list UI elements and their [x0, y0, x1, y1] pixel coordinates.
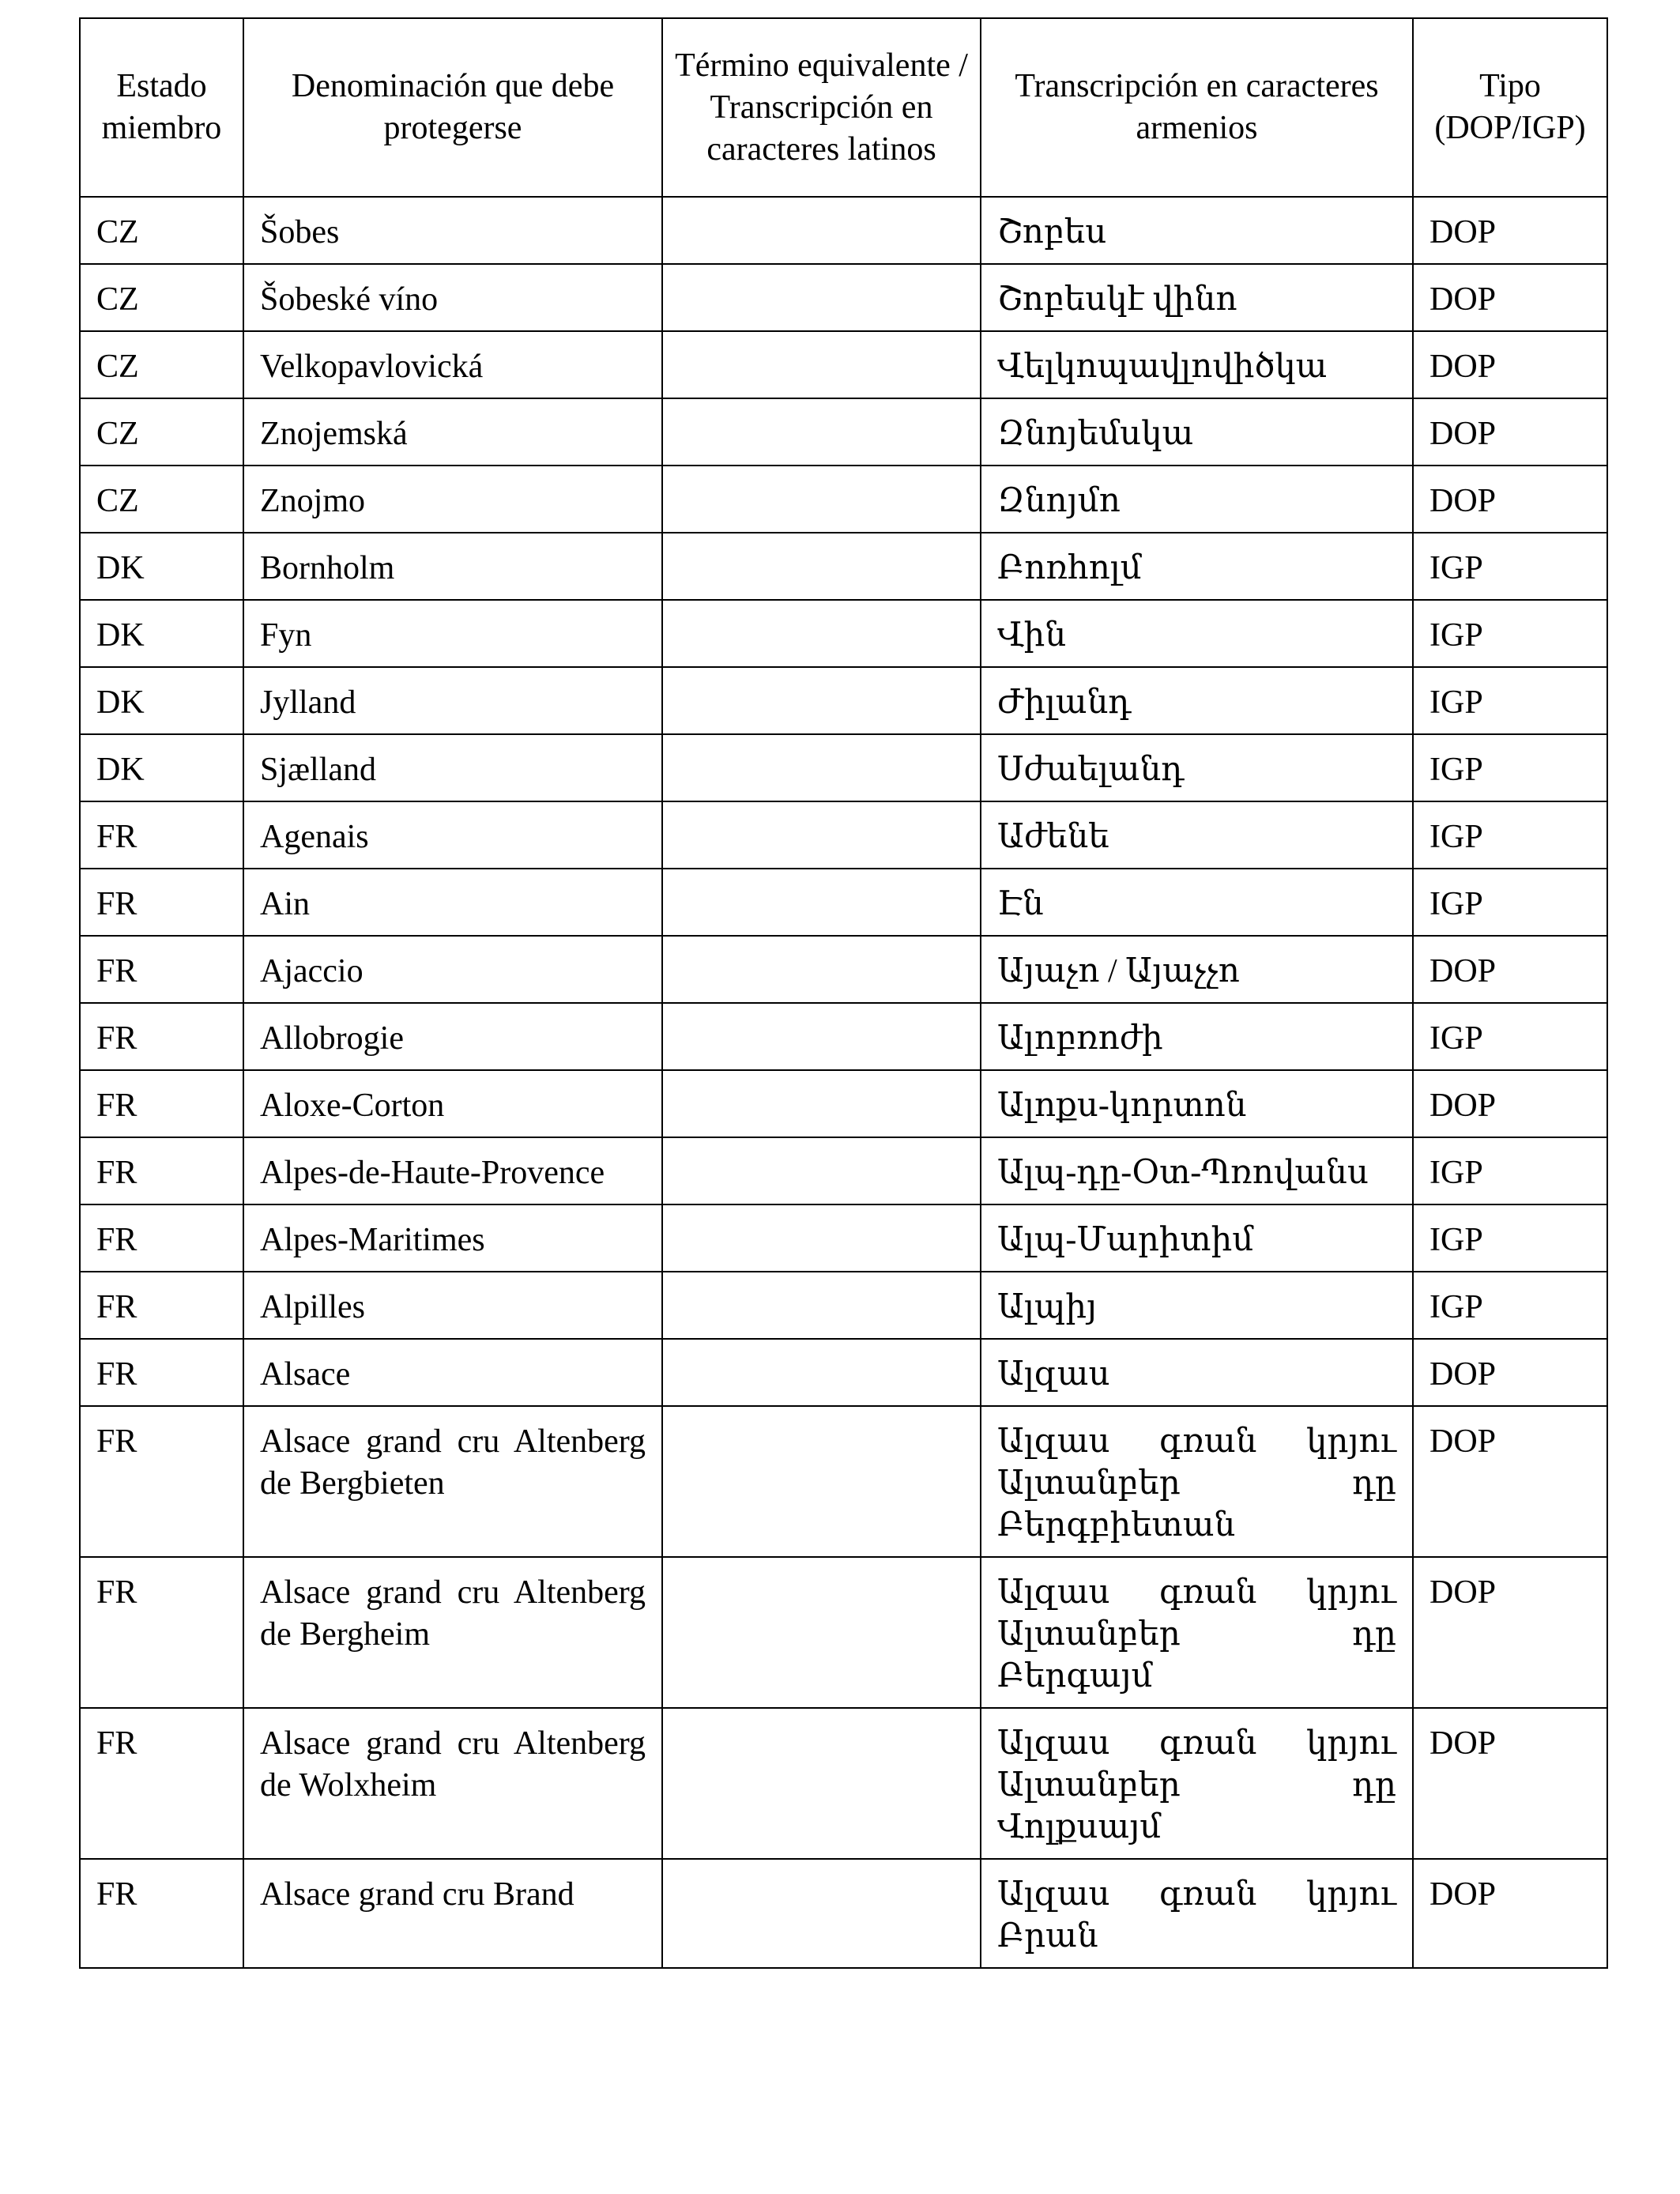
cell-armenian-transcription: Ալզաս գռան կրյու Ալտանբեր դը Վոլքսայմ	[981, 1708, 1413, 1859]
table-row	[80, 667, 1607, 734]
table-row	[80, 331, 1607, 398]
cell-member-state: FR	[80, 1339, 243, 1406]
cell-member-state: CZ	[80, 264, 243, 331]
cell-protected-name: Fyn	[243, 600, 662, 667]
cell-armenian-transcription: Շոբեսկէ վինո	[981, 264, 1413, 331]
cell-armenian-transcription: Շոբես	[981, 197, 1413, 264]
cell-member-state: CZ	[80, 466, 243, 533]
cell-equivalent-term	[662, 600, 981, 667]
cell-protected-name: Znojmo	[243, 466, 662, 533]
cell-type: DOP	[1413, 197, 1607, 264]
cell-armenian-transcription: Ալոքս-կորտոն	[981, 1070, 1413, 1137]
cell-type: IGP	[1413, 667, 1607, 734]
cell-equivalent-term	[662, 533, 981, 600]
cell-equivalent-term	[662, 1557, 981, 1708]
cell-type: DOP	[1413, 466, 1607, 533]
cell-protected-name: Alpilles	[243, 1272, 662, 1339]
header-equivalent-term: Término equivalente / Transcripción en caracteres latinos	[662, 18, 981, 197]
cell-protected-name: Ain	[243, 869, 662, 936]
cell-armenian-transcription: Աժենե	[981, 801, 1413, 869]
cell-protected-name: Alsace grand cru Brand	[243, 1859, 662, 1968]
cell-member-state: CZ	[80, 398, 243, 466]
table-row	[80, 869, 1607, 936]
cell-equivalent-term	[662, 466, 981, 533]
table-row	[80, 1003, 1607, 1070]
header-type: Tipo (DOP/IGP)	[1413, 18, 1607, 197]
cell-type: IGP	[1413, 1272, 1607, 1339]
cell-type: DOP	[1413, 1557, 1607, 1708]
cell-type: DOP	[1413, 1708, 1607, 1859]
table-row	[80, 466, 1607, 533]
table-row	[80, 1137, 1607, 1204]
header-row	[80, 18, 1607, 197]
cell-protected-name: Šobes	[243, 197, 662, 264]
header-member-state: Estado miembro	[80, 18, 243, 197]
cell-protected-name: Alsace grand cru Altenberg de Bergheim	[243, 1557, 662, 1708]
table-row	[80, 936, 1607, 1003]
cell-protected-name: Alsace grand cru Altenberg de Bergbieten	[243, 1406, 662, 1557]
table-row	[80, 1859, 1607, 1968]
cell-type: DOP	[1413, 1859, 1607, 1968]
cell-armenian-transcription: Ալզաս գռան կրյու Ալտանբեր դը Բերգբիետան	[981, 1406, 1413, 1557]
cell-member-state: FR	[80, 936, 243, 1003]
cell-protected-name: Alsace grand cru Altenberg de Wolxheim	[243, 1708, 662, 1859]
cell-member-state: CZ	[80, 197, 243, 264]
cell-equivalent-term	[662, 734, 981, 801]
cell-member-state: FR	[80, 1708, 243, 1859]
header-armenian-transcription: Transcripción en caracteres armenios	[981, 18, 1413, 197]
cell-equivalent-term	[662, 667, 981, 734]
cell-armenian-transcription: Վելկոպավլովիծկա	[981, 331, 1413, 398]
cell-protected-name: Aloxe-Corton	[243, 1070, 662, 1137]
cell-protected-name: Alsace	[243, 1339, 662, 1406]
cell-type: DOP	[1413, 1070, 1607, 1137]
cell-member-state: FR	[80, 1557, 243, 1708]
cell-armenian-transcription: Ալպ-դը-Օտ-Պռովանս	[981, 1137, 1413, 1204]
cell-equivalent-term	[662, 1272, 981, 1339]
cell-type: DOP	[1413, 331, 1607, 398]
cell-protected-name: Bornholm	[243, 533, 662, 600]
cell-type: DOP	[1413, 1406, 1607, 1557]
cell-equivalent-term	[662, 264, 981, 331]
cell-type: DOP	[1413, 398, 1607, 466]
table-row	[80, 1708, 1607, 1859]
cell-member-state: FR	[80, 1272, 243, 1339]
cell-armenian-transcription: Ալզաս	[981, 1339, 1413, 1406]
table-body	[80, 197, 1607, 1968]
cell-type: DOP	[1413, 1339, 1607, 1406]
cell-armenian-transcription: Զնոյմո	[981, 466, 1413, 533]
cell-armenian-transcription: Ժիլանդ	[981, 667, 1413, 734]
table-row	[80, 398, 1607, 466]
cell-protected-name: Sjælland	[243, 734, 662, 801]
cell-member-state: FR	[80, 869, 243, 936]
cell-equivalent-term	[662, 801, 981, 869]
table-row	[80, 197, 1607, 264]
cell-protected-name: Ajaccio	[243, 936, 662, 1003]
table-row	[80, 1272, 1607, 1339]
cell-type: IGP	[1413, 869, 1607, 936]
cell-armenian-transcription: Բոռհոլմ	[981, 533, 1413, 600]
cell-protected-name: Allobrogie	[243, 1003, 662, 1070]
cell-equivalent-term	[662, 1070, 981, 1137]
cell-equivalent-term	[662, 1339, 981, 1406]
cell-protected-name: Šobeské víno	[243, 264, 662, 331]
cell-armenian-transcription: Ալզաս գռան կրյու Բրան	[981, 1859, 1413, 1968]
table-row	[80, 1557, 1607, 1708]
cell-member-state: FR	[80, 1859, 243, 1968]
cell-protected-name: Agenais	[243, 801, 662, 869]
cell-member-state: FR	[80, 801, 243, 869]
cell-member-state: CZ	[80, 331, 243, 398]
cell-member-state: FR	[80, 1406, 243, 1557]
cell-armenian-transcription: Ալպ-Մարիտիմ	[981, 1204, 1413, 1272]
cell-equivalent-term	[662, 1137, 981, 1204]
cell-type: IGP	[1413, 1204, 1607, 1272]
table-row	[80, 1339, 1607, 1406]
cell-member-state: DK	[80, 600, 243, 667]
table-row	[80, 734, 1607, 801]
cell-protected-name: Znojemská	[243, 398, 662, 466]
cell-type: IGP	[1413, 734, 1607, 801]
cell-equivalent-term	[662, 936, 981, 1003]
cell-type: DOP	[1413, 936, 1607, 1003]
cell-equivalent-term	[662, 398, 981, 466]
cell-equivalent-term	[662, 1708, 981, 1859]
cell-equivalent-term	[662, 1859, 981, 1968]
cell-equivalent-term	[662, 1204, 981, 1272]
table-row	[80, 801, 1607, 869]
cell-type: DOP	[1413, 264, 1607, 331]
header-protected-name: Denominación que debe protegerse	[243, 18, 662, 197]
cell-armenian-transcription: Այաչո / Այաչչո	[981, 936, 1413, 1003]
cell-type: IGP	[1413, 1003, 1607, 1070]
cell-armenian-transcription: Էն	[981, 869, 1413, 936]
cell-member-state: DK	[80, 533, 243, 600]
table-row	[80, 533, 1607, 600]
cell-protected-name: Alpes-Maritimes	[243, 1204, 662, 1272]
cell-equivalent-term	[662, 1406, 981, 1557]
table-row	[80, 1204, 1607, 1272]
cell-armenian-transcription: Վին	[981, 600, 1413, 667]
table-row	[80, 1070, 1607, 1137]
cell-equivalent-term	[662, 1003, 981, 1070]
cell-protected-name: Alpes-de-Haute-Provence	[243, 1137, 662, 1204]
cell-protected-name: Velkopavlovická	[243, 331, 662, 398]
cell-member-state: DK	[80, 734, 243, 801]
cell-member-state: FR	[80, 1204, 243, 1272]
cell-equivalent-term	[662, 331, 981, 398]
cell-member-state: FR	[80, 1070, 243, 1137]
cell-armenian-transcription: Զնոյեմսկա	[981, 398, 1413, 466]
cell-equivalent-term	[662, 197, 981, 264]
cell-armenian-transcription: Ալոբռոժի	[981, 1003, 1413, 1070]
cell-equivalent-term	[662, 869, 981, 936]
cell-type: IGP	[1413, 801, 1607, 869]
cell-member-state: DK	[80, 667, 243, 734]
geographical-indications-table	[79, 17, 1608, 1969]
cell-type: IGP	[1413, 533, 1607, 600]
cell-armenian-transcription: Ալզաս գռան կրյու Ալտանբեր դը Բերգայմ	[981, 1557, 1413, 1708]
table-row	[80, 1406, 1607, 1557]
cell-type: IGP	[1413, 600, 1607, 667]
cell-member-state: FR	[80, 1003, 243, 1070]
table-row	[80, 600, 1607, 667]
cell-member-state: FR	[80, 1137, 243, 1204]
cell-armenian-transcription: Ալպիյ	[981, 1272, 1413, 1339]
cell-armenian-transcription: Սժաելանդ	[981, 734, 1413, 801]
table-row	[80, 264, 1607, 331]
table-header	[80, 18, 1607, 197]
cell-type: IGP	[1413, 1137, 1607, 1204]
cell-protected-name: Jylland	[243, 667, 662, 734]
